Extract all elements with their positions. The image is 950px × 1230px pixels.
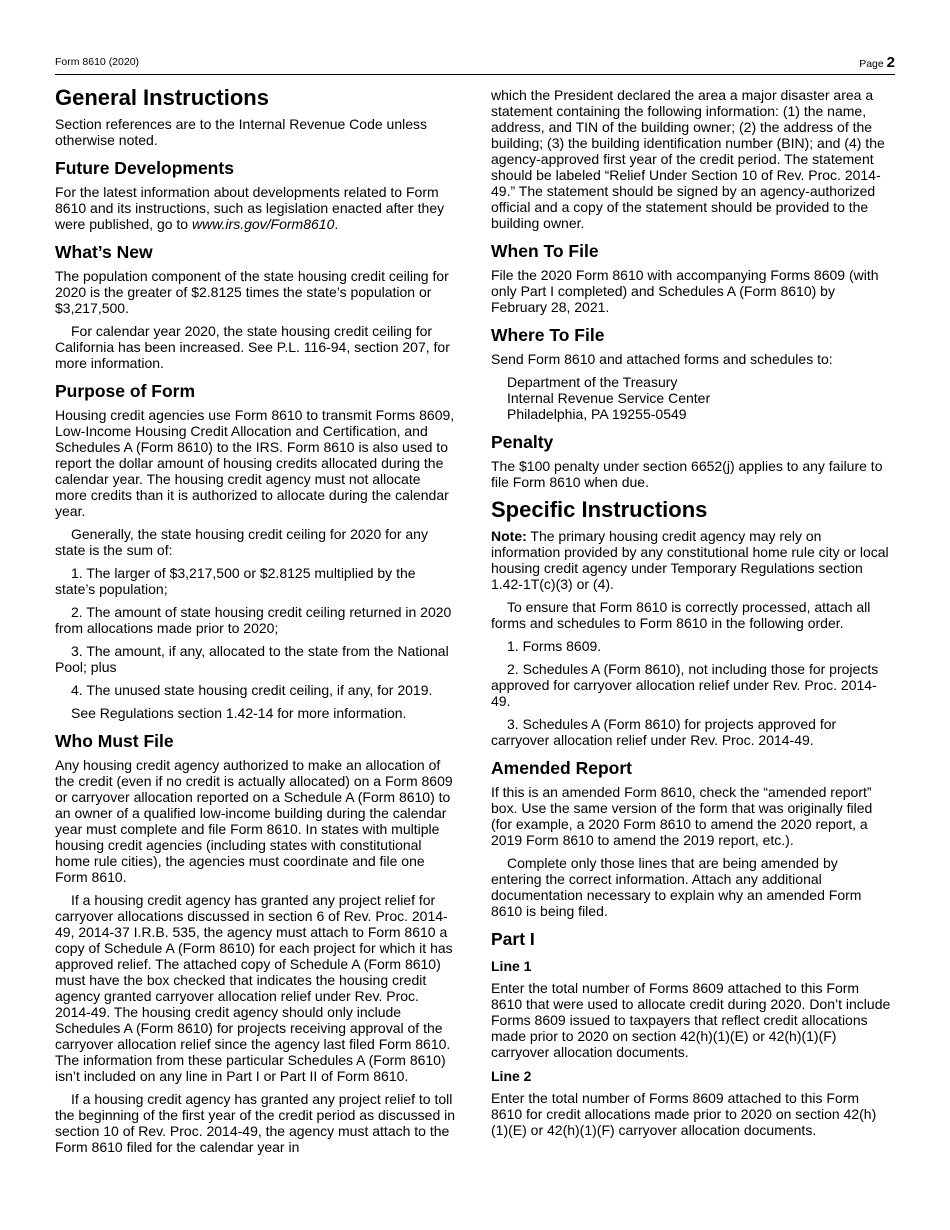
note-paragraph: Note: The primary housing credit agency may rely on information provided by any constitutional home rule city or local housing credit agency under Temporary Regulations section 1.42-1T(c)(3) or (4). (491, 528, 889, 592)
purpose-list-item: 1. The larger of $3,217,500 or $2.8125 multiplied by the state’s population; (55, 565, 416, 597)
line-2-paragraph: Enter the total number of Forms 8609 attached to this Form 8610 for credit allocations made prior to 2020 on section 42(h)(1)(E) or 42(h)(1)(F) carryover allocation documents. (491, 1090, 877, 1138)
who-paragraph-2: If a housing credit agency has granted any project relief for carryover allocations discussed in section 6 of Rev. Proc. 2014-49, 2014-37 I.R.B. 535, the agency must attach to Form 8610 a copy of Schedule A (Form 8610) for each project for which it has approved relief. The attached copy of Schedule A (Form 8610) must have the box checked that indicates the housing credit agency granted carryover allocation relief under Rev. Proc. 2014-49. The housing credit agency should only include Schedules A (Form 8610) for projects receiving approval of the carryover allocation relief since the agency last filed Form 8610. The information from these particular Schedules A (Form 8610) isn’t included on any line in Part I or Part II of Form 8610. (55, 892, 453, 1084)
irs-url-link[interactable]: www.irs.gov/Form8610 (191, 216, 335, 232)
who-paragraph-3: If a housing credit agency has granted any project relief to toll the beginning of the first year of the credit period as discussed in section 10 of Rev. Proc. 2014-49, the agency must attach to the Form 8610 filed for the calendar year in (55, 1091, 456, 1155)
amended-paragraph-2: Complete only those lines that are being amended by entering the correct information. Attach any additional documentation necessary to explain why an amended Form 8610 is being filed. (491, 855, 862, 919)
page-indicator (859, 54, 895, 71)
purpose-list-item: 2. The amount of state housing credit ceiling returned in 2020 from allocations made prior to 2020; (55, 604, 452, 636)
address-line: Internal Revenue Service Center (507, 390, 711, 406)
line-2-heading: Line 2 (491, 1068, 532, 1084)
amended-paragraph-1: If this is an amended Form 8610, check the “amended report” box. Use the same version of the form that was originally filed (for example, a 2020 Form 8610 to amend the 2020 report, a 2019 Form 8610 to amend the 2019 report, etc.). (491, 784, 873, 848)
left-column (55, 82, 455, 1162)
page-label: Page (859, 58, 884, 70)
penalty-heading: Penalty (491, 432, 554, 452)
ensure-paragraph: To ensure that Form 8610 is correctly processed, attach all forms and schedules to Form 8610 in the following order. (491, 599, 871, 631)
who-must-file-heading: Who Must File (55, 731, 174, 751)
line-1-heading: Line 1 (491, 958, 532, 974)
order-list-item: 1. Forms 8609. (507, 638, 602, 654)
future-paragraph: For the latest information about developments related to Form 8610 and its instructions, such as legislation enacted after they were published, go to www.irs.gov/Form8610. (55, 184, 445, 232)
where-paragraph: Send Form 8610 and attached forms and schedules to: (491, 351, 833, 367)
when-paragraph: File the 2020 Form 8610 with accompanying Forms 8609 (with only Part I completed) and Schedules A (Form 8610) by February 28, 2021. (491, 267, 879, 315)
whats-new-paragraph-2: For calendar year 2020, the state housing credit ceiling for California has been increased. See P.L. 116-94, section 207, for more information. (55, 323, 450, 371)
purpose-paragraph-3: See Regulations section 1.42-14 for more information. (71, 705, 407, 721)
purpose-heading: Purpose of Form (55, 381, 196, 401)
purpose-list-item: 3. The amount, if any, allocated to the state from the National Pool; plus (55, 643, 449, 675)
general-instructions-heading: General Instructions (55, 85, 269, 110)
specific-instructions-heading: Specific Instructions (491, 497, 708, 522)
order-list-item: 2. Schedules A (Form 8610), not including those for projects approved for carryover allocation relief under Rev. Proc. 2014-49. (491, 661, 879, 709)
address-line: Philadelphia, PA 19255-0549 (507, 406, 687, 422)
form-name: Form 8610 (2020) (55, 56, 140, 68)
when-to-file-heading: When To File (491, 241, 599, 261)
where-to-file-heading: Where To File (491, 325, 605, 345)
purpose-paragraph-2: Generally, the state housing credit ceiling for 2020 for any state is the sum of: (55, 526, 428, 558)
continued-paragraph: which the President declared the area a major disaster area a statement containing the following information: (1) the name, address, and TIN of the building owner; (2) the address of the building; (3) the building identification number (BIN); and (4) the agency-approved first year of the credit period. The statement should be labeled “Relief Under Section 10 of Rev. Proc. 2014-49.” The statement should be signed by an agency-authorized official and a copy of the statement should be provided to the building owner. (491, 87, 885, 231)
page-number: 2 (886, 54, 895, 71)
page-header (55, 52, 895, 75)
whats-new-paragraph-1: The population component of the state housing credit ceiling for 2020 is the greater of $2.8125 times the state’s population or $3,217,500. (55, 268, 449, 316)
whats-new-heading: What’s New (55, 242, 153, 262)
part-1-heading: Part I (491, 929, 535, 949)
general-paragraph: Section references are to the Internal Revenue Code unless otherwise noted. (55, 116, 428, 148)
penalty-paragraph: The $100 penalty under section 6652(j) applies to any failure to file Form 8610 when due. (491, 458, 883, 490)
address-line: Department of the Treasury (507, 374, 678, 390)
purpose-list-item: 4. The unused state housing credit ceiling, if any, for 2019. (71, 682, 433, 698)
right-column (491, 87, 891, 1145)
line-1-paragraph: Enter the total number of Forms 8609 attached to this Form 8610 that were used to allocate credit during 2020. Don’t include Forms 8609 issued to taxpayers that reflect credit allocations made prior to 2020 on section 42(h)(1)(E) or 42(h)(1)(F) carryover allocation documents. (491, 980, 891, 1060)
purpose-paragraph-1: Housing credit agencies use Form 8610 to transmit Forms 8609, Low-Income Housing Credit Allocation and Certification, and Schedules A (Form 8610) to the IRS. Form 8610 is also used to report the dollar amount of housing credits allocated during the calendar year. The housing credit agency must not allocate more credits than it is authorized to allocate during the calendar year. (55, 407, 455, 519)
amended-report-heading: Amended Report (491, 758, 632, 778)
note-label: Note: (491, 528, 527, 544)
future-developments-heading: Future Developments (55, 158, 234, 178)
who-paragraph-1: Any housing credit agency authorized to make an allocation of the credit (even if no credit is actually allocated) on a Form 8609 or carryover allocation reported on a Schedule A (Form 8610) to an owner of a qualified low-income building during the calendar year must complete and file Form 8610. In states with multiple housing credit agencies (including states with constitutional home rule cities), the agencies must coordinate and file one Form 8610. (55, 757, 453, 885)
mailing-address (491, 374, 891, 422)
order-list-item: 3. Schedules A (Form 8610) for projects approved for carryover allocation relief under Rev. Proc. 2014-49. (491, 716, 837, 748)
